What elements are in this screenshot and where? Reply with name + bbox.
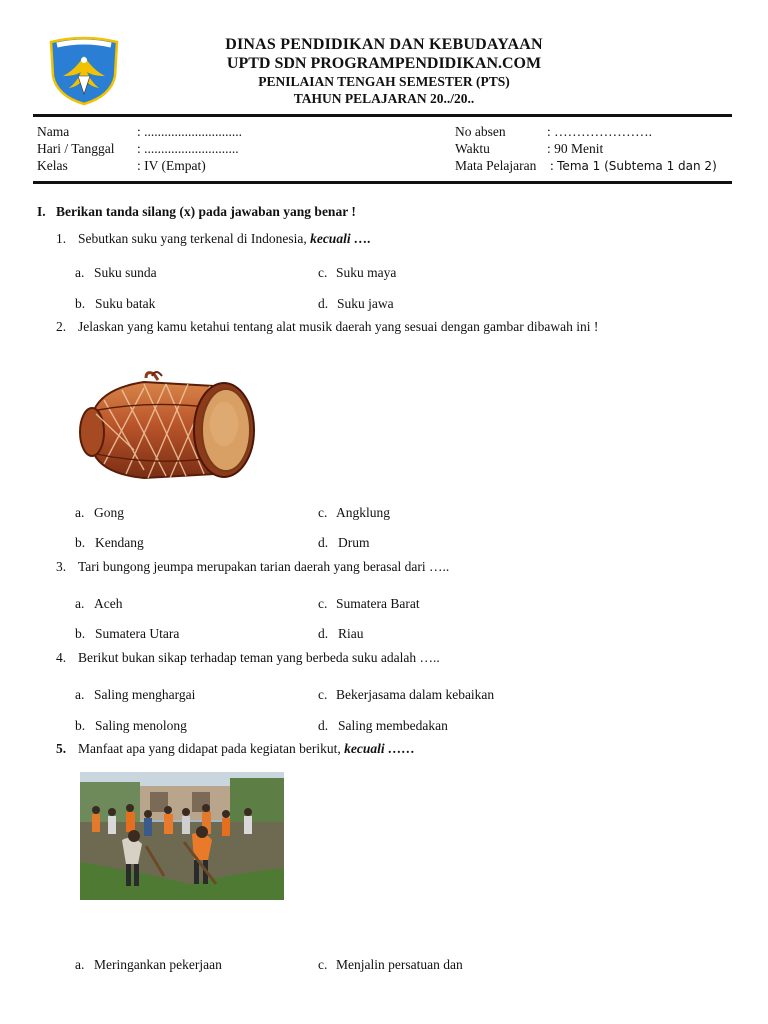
info-divider — [33, 181, 732, 184]
q1-option-b-text[interactable]: Suku batak — [95, 296, 156, 311]
info-label-kelas: Kelas — [37, 158, 68, 173]
question-5-stem: Manfaat apa yang didapat pada kegiatan berikut, — [78, 741, 345, 756]
q4-option-a-letter[interactable]: a. — [75, 687, 85, 702]
q3-option-a-text[interactable]: Aceh — [94, 596, 123, 611]
q4-option-c-letter[interactable]: c. — [318, 687, 328, 702]
kendang-drum-image — [74, 370, 260, 488]
info-value-kelas: : IV (Empat) — [137, 158, 206, 173]
info-value-waktu: : 90 Menit — [547, 141, 604, 156]
header-school: UPTD SDN PROGRAMPENDIDIKAN.COM — [226, 55, 542, 72]
info-label-nama: Nama — [37, 124, 70, 139]
q1-option-b-letter[interactable]: b. — [75, 296, 86, 311]
header-school-year: TAHUN PELAJARAN 20../20.. — [293, 91, 475, 106]
section-number: I. — [37, 204, 46, 219]
q4-option-b-text[interactable]: Saling menolong — [95, 718, 187, 733]
info-label-hari: Hari / Tanggal — [37, 141, 115, 156]
info-value-no-absen: : …………………. — [547, 124, 653, 139]
q2-option-b-letter[interactable]: b. — [75, 535, 86, 550]
q3-option-c-text[interactable]: Sumatera Barat — [336, 596, 420, 611]
q3-option-d-letter[interactable]: d. — [318, 626, 329, 641]
question-1-stem: Sebutkan suku yang terkenal di Indonesia, — [78, 231, 311, 246]
info-value-hari: : ............................ — [137, 141, 239, 156]
q4-option-b-letter[interactable]: b. — [75, 718, 86, 733]
info-label-no-absen: No absen — [455, 124, 506, 139]
q2-option-a-letter[interactable]: a. — [75, 505, 85, 520]
question-1-emphasis: kecuali …. — [310, 231, 371, 246]
question-4-number: 4. — [56, 650, 67, 665]
info-value-nama: : ............................. — [137, 124, 243, 139]
q5-option-a-letter[interactable]: a. — [75, 957, 85, 972]
question-5-text — [78, 741, 415, 757]
question-3-text: Tari bungong jeumpa merupakan tarian daerah yang berasal dari ….. — [78, 559, 450, 574]
q3-option-c-letter[interactable]: c. — [318, 596, 328, 611]
question-5-number: 5. — [56, 741, 67, 756]
question-3-number: 3. — [56, 559, 67, 574]
question-2-text: Jelaskan yang kamu ketahui tentang alat musik daerah yang sesuai dengan gambar dibawah ini ! — [78, 319, 599, 334]
question-2-number: 2. — [56, 319, 67, 334]
q2-option-a-text[interactable]: Gong — [94, 505, 124, 520]
q4-option-d-text[interactable]: Saling membedakan — [338, 718, 448, 733]
question-1-number: 1. — [56, 231, 67, 246]
info-value-mapel-tema: Tema 1 (Subtema 1 dan 2) — [557, 159, 717, 173]
header-exam-title: PENILAIAN TENGAH SEMESTER (PTS) — [258, 74, 510, 89]
q4-option-a-text[interactable]: Saling menghargai — [94, 687, 196, 702]
q1-option-a-text[interactable]: Suku sunda — [94, 265, 157, 280]
q2-option-c-letter[interactable]: c. — [318, 505, 328, 520]
header-agency: DINAS PENDIDIKAN DAN KEBUDAYAAN — [225, 36, 543, 53]
q2-option-b-text[interactable]: Kendang — [95, 535, 144, 550]
section-title: Berikan tanda silang (x) pada jawaban yang benar ! — [56, 204, 356, 219]
gotong-royong-photo — [80, 772, 284, 900]
q2-option-d-letter[interactable]: d. — [318, 535, 329, 550]
info-label-mapel: Mata Pelajaran — [455, 158, 537, 173]
q5-option-c-letter[interactable]: c. — [318, 957, 328, 972]
question-1-text — [78, 231, 371, 247]
q2-option-c-text[interactable]: Angklung — [336, 505, 390, 520]
info-label-waktu: Waktu — [455, 141, 490, 156]
q1-option-a-letter[interactable]: a. — [75, 265, 85, 280]
q3-option-b-letter[interactable]: b. — [75, 626, 86, 641]
q5-option-c-text[interactable]: Menjalin persatuan dan — [336, 957, 463, 972]
q3-option-d-text[interactable]: Riau — [338, 626, 364, 641]
q4-option-c-text[interactable]: Bekerjasama dalam kebaikan — [336, 687, 495, 702]
q4-option-d-letter[interactable]: d. — [318, 718, 329, 733]
question-5-emphasis: kecuali …… — [344, 741, 416, 756]
q3-option-a-letter[interactable]: a. — [75, 596, 85, 611]
q1-option-d-letter[interactable]: d. — [318, 296, 329, 311]
q2-option-d-text[interactable]: Drum — [338, 535, 370, 550]
question-4-text: Berikut bukan sikap terhadap teman yang berbeda suku adalah ….. — [78, 650, 440, 665]
q1-option-d-text[interactable]: Suku jawa — [337, 296, 394, 311]
q1-option-c-letter[interactable]: c. — [318, 265, 328, 280]
header-divider — [33, 114, 732, 117]
q3-option-b-text[interactable]: Sumatera Utara — [95, 626, 180, 641]
info-value-mapel-colon: : — [550, 158, 558, 173]
info-value-mapel — [550, 158, 717, 174]
q5-option-a-text[interactable]: Meringankan pekerjaan — [94, 957, 222, 972]
q1-option-c-text[interactable]: Suku maya — [336, 265, 397, 280]
